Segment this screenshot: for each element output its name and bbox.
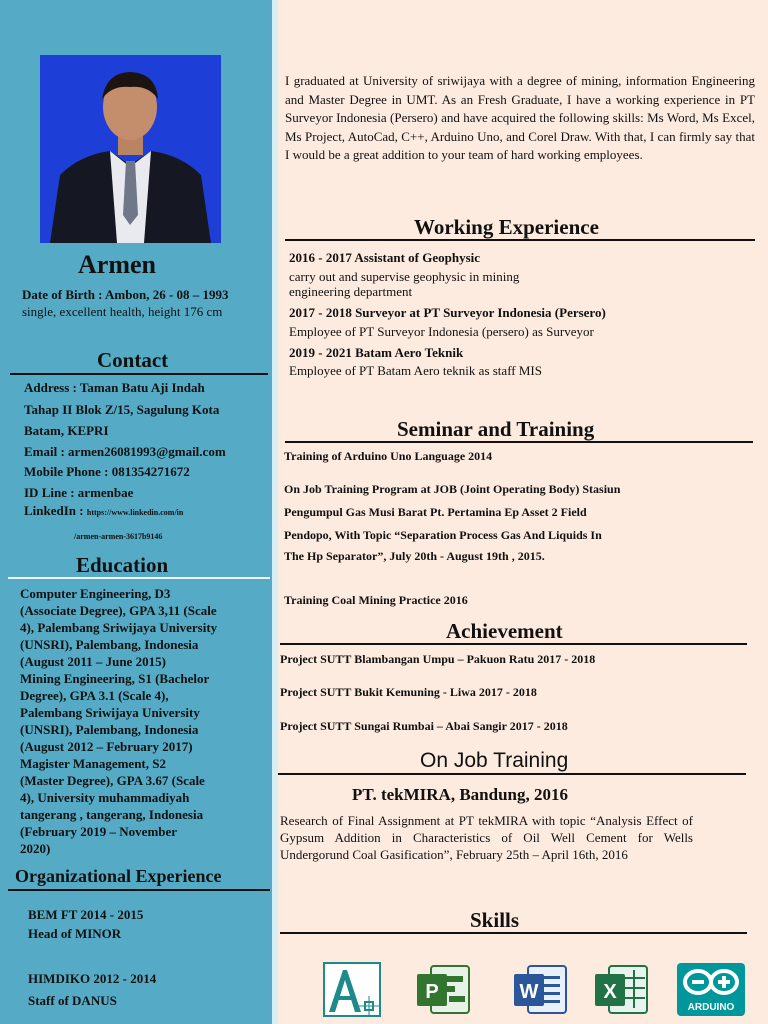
person-portrait-icon xyxy=(40,55,221,243)
linkedin-url-part-2[interactable]: /armen-armen-3617b9146 xyxy=(74,532,163,541)
sidebar-edge xyxy=(272,0,278,1024)
linkedin-row xyxy=(24,503,183,519)
address-line-1: Address : Taman Batu Aji Indah xyxy=(24,380,205,395)
linkedin-label: LinkedIn : xyxy=(24,503,84,518)
education-line: (August 2012 – February 2017) xyxy=(20,739,193,754)
ms-project-icon xyxy=(415,962,473,1017)
education-line: Magister Management, S2 xyxy=(20,756,166,771)
job-3-title: 2019 - 2021 Batam Aero Teknik xyxy=(289,345,464,360)
arduino-icon-label: ARDUINO xyxy=(687,1002,735,1013)
education-line: Degree), GPA 3.1 (Scale 4), xyxy=(20,688,169,703)
org-item-2-role: Staff of DANUS xyxy=(28,993,117,1008)
education-line: Computer Engineering, D3 xyxy=(20,586,171,601)
health-info: single, excellent health, height 176 cm xyxy=(22,304,223,319)
education-line: 2020) xyxy=(20,841,51,856)
profile-name: Armen xyxy=(78,250,156,279)
seminar-item-2-line-3: Pendopo, With Topic “Separation Process Gas And Liquids In xyxy=(284,528,602,542)
education-line: Palembang Sriwijaya University xyxy=(20,705,200,720)
job-3-desc: Employee of PT Batam Aero teknik as staff MIS xyxy=(289,363,542,378)
mobile-phone: Mobile Phone : 081354271672 xyxy=(24,464,190,479)
address-line-2: Tahap II Blok Z/15, Sagulung Kota xyxy=(24,402,220,417)
achievement-heading: Achievement xyxy=(446,619,563,643)
arduino-icon xyxy=(676,962,746,1017)
education-line: (Associate Degree), GPA 3,11 (Scale xyxy=(20,603,217,618)
education-line: Mining Engineering, S1 (Bachelor xyxy=(20,671,210,686)
skills-heading: Skills xyxy=(470,908,520,932)
address-line-3: Batam, KEPRI xyxy=(24,423,109,438)
education-line: (UNSRI), Palembang, Indonesia xyxy=(20,722,199,737)
autocad-icon xyxy=(323,962,381,1017)
job-2-desc: Employee of PT Surveyor Indonesia (persero) as Surveyor xyxy=(289,324,594,339)
seminar-item-2-line-2: Pengumpul Gas Musi Barat Pt. Pertamina Ep Asset 2 Field xyxy=(284,505,587,519)
ms-excel-icon-letter: X xyxy=(603,981,617,1003)
education-line: 4), University muhammadiyah xyxy=(20,790,190,805)
org-item-2-title: HIMDIKO 2012 - 2014 xyxy=(28,971,157,986)
working-experience-heading: Working Experience xyxy=(414,215,599,239)
ms-word-icon xyxy=(512,962,570,1017)
seminar-item-2-line-1: On Job Training Program at JOB (Joint Operating Body) Stasiun xyxy=(284,482,621,496)
email[interactable]: Email : armen26081993@gmail.com xyxy=(24,444,226,459)
education-line: 4), Palembang Sriwijaya University xyxy=(20,620,218,635)
skills-divider xyxy=(280,932,747,934)
on-job-training-divider xyxy=(278,773,746,775)
contact-heading: Contact xyxy=(97,348,169,372)
organizational-heading: Organizational Experience xyxy=(15,866,222,886)
education-list xyxy=(20,585,270,857)
job-2-title: 2017 - 2018 Surveyor at PT Surveyor Indonesia (Persero) xyxy=(289,305,606,320)
education-heading: Education xyxy=(76,553,169,577)
seminar-item-2-line-4: The Hp Separator”, July 20th - August 19th , 2015. xyxy=(284,549,545,563)
education-line: (August 2011 – June 2015) xyxy=(20,654,166,669)
ms-excel-icon xyxy=(593,962,651,1017)
job-1-desc-1: carry out and supervise geophysic in mining xyxy=(289,269,520,284)
job-1-title: 2016 - 2017 Assistant of Geophysic xyxy=(289,250,481,265)
ms-word-icon-letter: W xyxy=(519,981,539,1003)
profile-photo xyxy=(40,55,221,243)
date-of-birth: Date of Birth : Ambon, 26 - 08 – 1993 xyxy=(22,287,229,302)
org-item-1-title: BEM FT 2014 - 2015 xyxy=(28,907,144,922)
achievement-item-1: Project SUTT Blambangan Umpu – Pakuon Ratu 2017 - 2018 xyxy=(280,652,596,666)
education-line: (Master Degree), GPA 3.67 (Scale xyxy=(20,773,205,788)
achievement-item-2: Project SUTT Bukit Kemuning - Liwa 2017 - 2018 xyxy=(280,685,537,699)
ojt-company: PT. tekMIRA, Bandung, 2016 xyxy=(352,785,568,804)
linkedin-url-part-1[interactable]: https://www.linkedin.com/in xyxy=(86,508,184,517)
on-job-training-heading: On Job Training xyxy=(420,749,569,772)
line-id: ID Line : armenbae xyxy=(24,485,134,500)
intro-paragraph: I graduated at University of sriwijaya with a degree of mining, information Engineering and Master Degree in UMT. As an Fresh Graduate, I have a working experience in PT Surveyor Indonesia (Persero) and have acquired the following skills: Ms Word, Ms Excel, Ms Project, AutoCad, C++, Arduino Uno, and Corel Draw. With that, I can firmly say that I would be a great addition to your team of hard working employees. xyxy=(285,73,755,162)
seminar-heading: Seminar and Training xyxy=(397,417,595,441)
education-line: (UNSRI), Palembang, Indonesia xyxy=(20,637,199,652)
education-line: (February 2019 – November xyxy=(20,824,178,839)
org-item-1-role: Head of MINOR xyxy=(28,926,122,941)
contact-divider xyxy=(10,373,268,375)
job-1-desc-2: engineering department xyxy=(289,284,413,299)
seminar-divider xyxy=(285,441,753,443)
education-divider xyxy=(8,577,270,579)
ojt-description: Research of Final Assignment at PT tekMIRA with topic “Analysis Effect of Gypsum Addition in Characteristics of Oil Well Cement for Wells Undergorund Coal Gasification”, February 25th – April 16th, 2016 xyxy=(280,813,693,862)
seminar-item-3: Training Coal Mining Practice 2016 xyxy=(284,593,468,607)
working-experience-divider xyxy=(285,239,755,241)
organizational-divider xyxy=(8,889,270,891)
ms-project-icon-letter: P xyxy=(425,981,439,1003)
seminar-item-1: Training of Arduino Uno Language 2014 xyxy=(284,449,493,463)
education-line: tangerang , tangerang, Indonesia xyxy=(20,807,204,822)
achievement-divider xyxy=(280,643,747,645)
achievement-item-3: Project SUTT Sungai Rumbai – Abai Sangir 2017 - 2018 xyxy=(280,719,568,733)
